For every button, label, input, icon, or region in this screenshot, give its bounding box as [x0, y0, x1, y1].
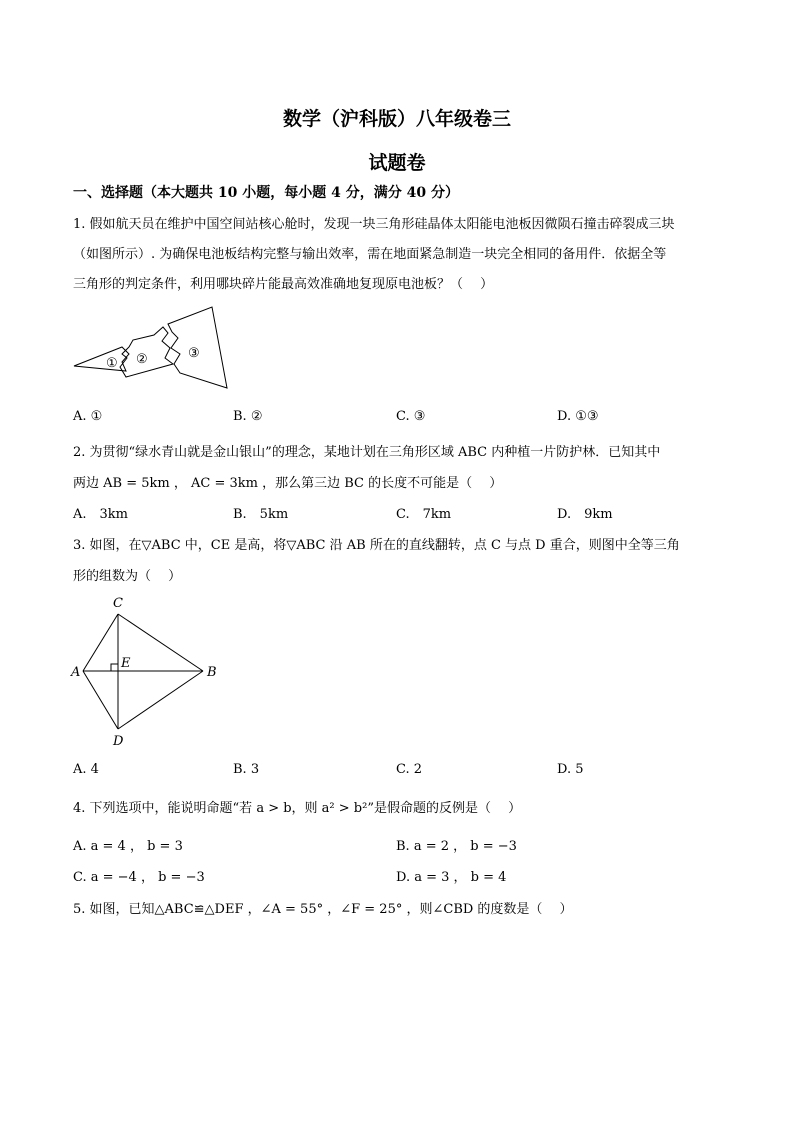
q4-option-b: B. a = 2 ， b = −3: [396, 839, 517, 854]
question-5-line-1: 5. 如图，已知△ABC≌△DEF ，∠A = 55° ，∠F = 25° ，则∠CBD 的度数是（ ）: [73, 902, 573, 917]
q4-option-a: A. a = 4 ， b = 3: [73, 839, 183, 854]
q2-option-b: B. 5km: [233, 507, 289, 522]
q4-option-c: C. a = −4 ， b = −3: [73, 870, 205, 885]
label-a: A: [71, 665, 81, 680]
q3-option-b: B. 3: [233, 762, 260, 777]
question-1-figure: [70, 302, 235, 397]
q3-option-d: D. 5: [557, 762, 584, 777]
label-c: C: [113, 596, 123, 611]
question-1-line-1: 1. 假如航天员在维护中国空间站核心舱时，发现一块三角形硅晶体太阳能电池板因微陨石撞击碎裂成三块: [73, 217, 675, 232]
fragment-label-2: ②: [136, 352, 148, 367]
segment-ac: [83, 614, 118, 671]
question-3-line-1: 3. 如图，在▽ABC 中，CE 是高，将▽ABC 沿 AB 所在的直线翻转，点 C 与点 D 重合，则图中全等三角: [73, 538, 680, 553]
q3-option-c: C. 2: [396, 762, 423, 777]
label-d: D: [113, 734, 124, 749]
q1-option-a: A. ①: [73, 409, 103, 424]
q2-option-c: C. 7km: [396, 507, 452, 522]
q1-option-c: C. ③: [396, 409, 426, 424]
question-3-line-2: 形的组数为（ ）: [73, 569, 182, 584]
question-1-line-3: 三角形的判定条件，利用哪块碎片能最高效准确地复现原电池板？（ ）: [73, 277, 494, 292]
label-e: E: [121, 656, 131, 671]
question-1-line-2: （如图所示）. 为确保电池板结构完整与输出效率，需在地面紧急制造一块完全相同的备用件．依据全等: [73, 247, 667, 262]
page-subtitle: 试题卷: [368, 152, 426, 174]
segment-ad: [83, 671, 118, 729]
q2-option-a: A. 3km: [73, 507, 128, 522]
fragment-label-1: ①: [106, 356, 118, 371]
section-heading: 一、选择题（本大题共 10 小题，每小题 4 分，满分 40 分）: [73, 185, 459, 201]
question-3-figure: [66, 592, 226, 750]
fragment-label-3: ③: [188, 346, 200, 361]
q3-option-a: A. 4: [73, 762, 99, 777]
q1-option-b: B. ②: [233, 409, 263, 424]
q2-option-d: D. 9km: [557, 507, 613, 522]
segment-cb: [118, 614, 203, 671]
segment-bd: [118, 671, 203, 729]
q4-option-d: D. a = 3 ， b = 4: [396, 870, 507, 885]
q1-option-d: D. ①③: [557, 409, 599, 424]
page-title: 数学（沪科版）八年级卷三: [282, 108, 511, 130]
question-2-line-2: 两边 AB = 5km ， AC = 3km ，那么第三边 BC 的长度不可能是（ ）: [73, 476, 503, 491]
right-angle-mark: [111, 664, 118, 671]
question-2-line-1: 2. 为贯彻“绿水青山就是金山银山”的理念，某地计划在三角形区域 ABC 内种植一片防护林．已知其中: [73, 445, 661, 460]
question-4-line-1: 4. 下列选项中，能说明命题“若 a > b，则 a² > b²”是假命题的反例是（ ）: [73, 801, 522, 816]
label-b: B: [207, 665, 217, 680]
